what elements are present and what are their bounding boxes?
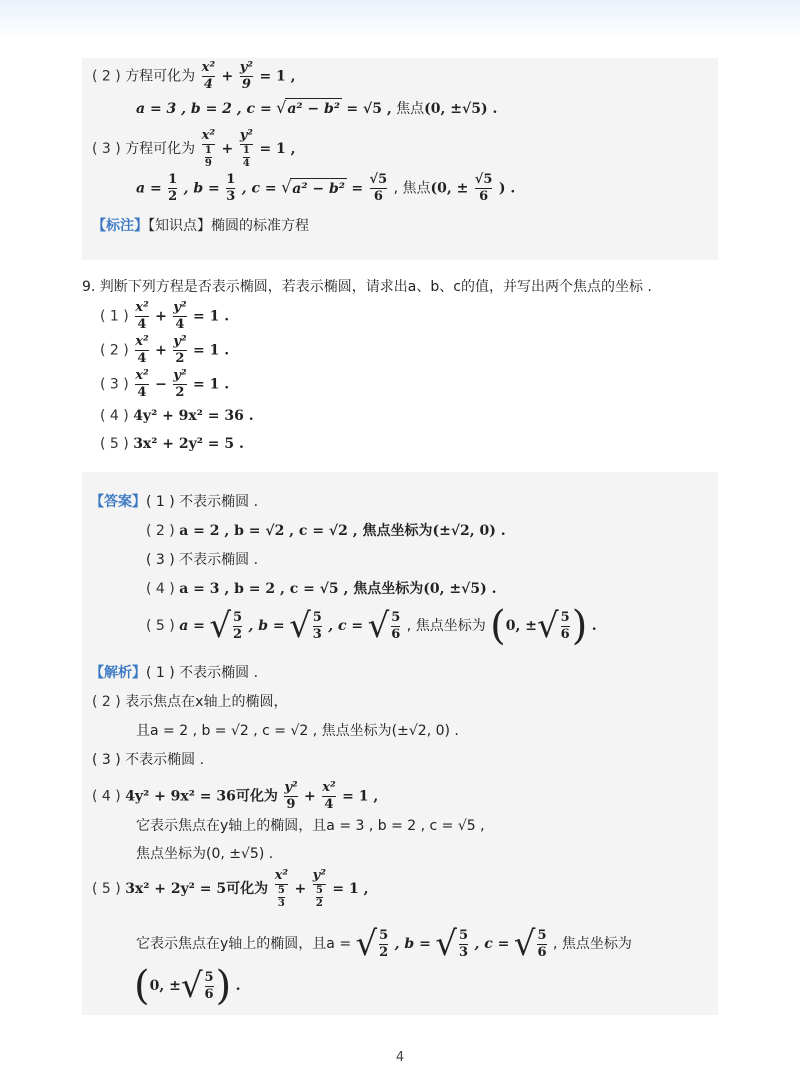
answer-line-5: ( 5 ) a = √ $\frac{5}{2}$ , b = √ $\frac{5}{3}$ , c = √ $\frac{5}{6}$ , 焦点坐标为 (0, ±√ $\frac{5}{6}$ ) . [146,603,597,649]
note-tag: 【标注】 [92,218,148,234]
q9-item-4: ( 4 ) 4y² + 9x² = 36 . [100,408,254,424]
answer-line-4: ( 4 ) a = 3 , b = 2 , c = √5 , 焦点坐标为(0, ±√5) . [146,581,497,597]
analysis-tag: 【解析】 [90,665,146,681]
answer-line-2: ( 2 ) a = 2 , b = √2 , c = √2 , 焦点坐标为(±√2, 0) . [146,523,506,539]
analysis-line-3: ( 3 ) 不表示椭圆 . [92,752,205,768]
analysis-line-4: ( 4 ) 4y² + 9x² = 36可化为 $\frac{\text{y²}}{9}$ + $\frac{\text{x²}}{4}$ = 1 , [92,780,379,812]
box1-line-values: a = 3 , b = 2 , c = √a² − b² = √5 , 焦点(0, ±√5) . [136,98,498,117]
analysis-line-1: 【解析】( 1 ) 不表示椭圆 . [90,665,259,681]
analysis-line-5c: (0, ±√ $\frac{5}{6}$ ) . [134,963,241,1009]
answer-line-3: ( 3 ) 不表示椭圆 . [146,552,259,568]
analysis-line-5b: 它表示焦点在y轴上的椭圆，且a = √ $\frac{5}{2}$ , b = √ $\frac{5}{3}$ , c = √ $\frac{5}{6}$ , 焦点坐标为 [136,924,632,964]
page-number: 4 [395,1050,405,1065]
q9-item-2: ( 2 ) $\frac{\text{x²}}{4}$ + $\frac{\text{y²}}{2}$ = 1 . [100,334,230,366]
box1-line-2: ( 2 ) 方程可化为 $\frac{\text{x²}}{4}$ + $\frac{\text{y²}}{9}$ = 1 , [92,60,296,92]
analysis-line-2b: 且a = 2 , b = √2 , c = √2 , 焦点坐标为(±√2, 0) . [136,723,459,739]
question-9-stem: 9. 判断下列方程是否表示椭圆，若表示椭圆，请求出a、b、c的值，并写出两个焦点的坐标 . [82,279,652,295]
q9-item-3: ( 3 ) $\frac{\text{x²}}{4}$ − $\frac{\text{y²}}{2}$ = 1 . [100,368,230,400]
box1-note [92,216,309,236]
analysis-line-2: ( 2 ) 表示焦点在x轴上的椭圆， [92,694,288,710]
box1-line-values-2: a = $\frac{1}{2}$ , b = $\frac{1}{3}$ , c = √a² − b² = $\frac{√5}{6}$ , 焦点(0, ± $\frac{√5}{6}$ ) . [136,172,516,204]
analysis-line-4c: 焦点坐标为(0, ±√5) . [136,846,274,862]
box1-line-3: ( 3 ) 方程可化为 $\frac{\text{x²}}{\frac{1}{9}}$ + $\frac{\text{y²}}{\frac{1}{4}}$ = 1 , [92,128,296,169]
q9-item-5: ( 5 ) 3x² + 2y² = 5 . [100,436,244,452]
answer-tag: 【答案】 [90,494,146,510]
analysis-line-4b: 它表示焦点在y轴上的椭圆，且a = 3 , b = 2 , c = √5 , [136,818,485,834]
analysis-line-5: ( 5 ) 3x² + 2y² = 5可化为 $\frac{\text{x²}}{\frac{5}{3}}$ + $\frac{\text{y²}}{\frac{5}{2}}$ = 1 , [92,868,369,909]
q9-item-1: ( 1 ) $\frac{\text{x²}}{4}$ + $\frac{\text{y²}}{4}$ = 1 . [100,300,230,332]
answer-line-1: 【答案】( 1 ) 不表示椭圆 . [90,494,259,510]
note-text: 【知识点】椭圆的标准方程 [148,218,309,234]
